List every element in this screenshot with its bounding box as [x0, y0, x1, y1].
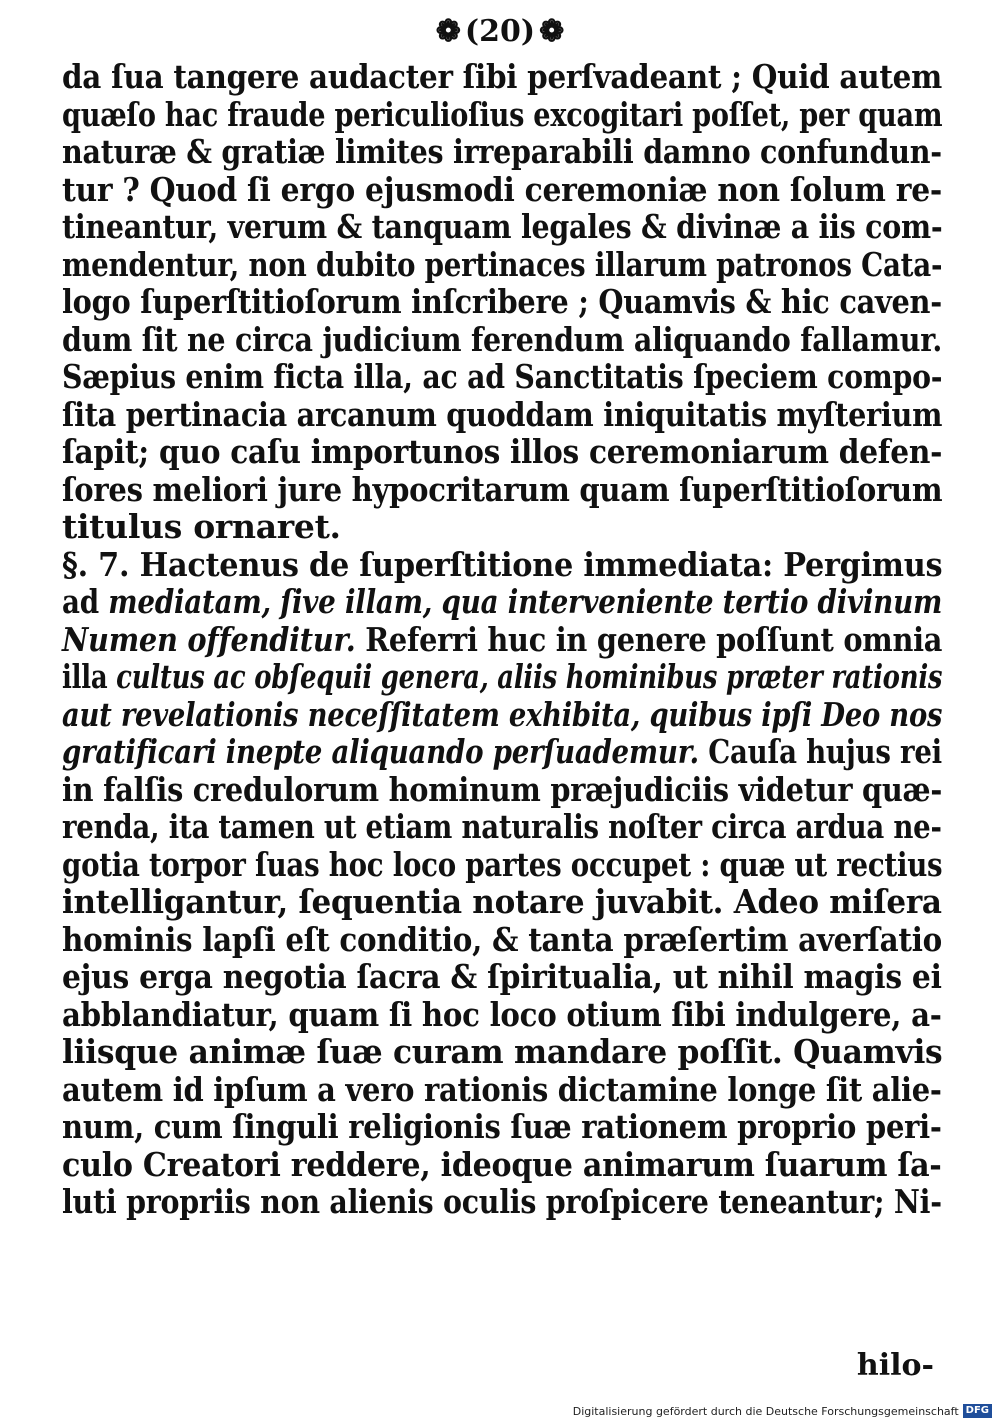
text-run: luti propriis non alienis oculis proſpicere teneantur; Ni-: [62, 1182, 942, 1221]
catchword: hilo-: [856, 1348, 934, 1383]
text-run: dum ſit ne circa judicium ferendum aliquando fallamur.: [62, 319, 943, 359]
text-run: abblandiatur, quam ſi hoc loco otium ſibi indulgere, a-: [62, 994, 942, 1034]
text-line: [62, 694, 943, 734]
text-line: [62, 94, 943, 134]
text-run: Referri huc in genere poſſunt omnia: [355, 619, 943, 659]
text-run: ſores meliori jure hypocritarum quam ſuperſtitioſorum: [62, 469, 943, 509]
text-line: [62, 1032, 943, 1071]
text-line: [62, 357, 943, 396]
text-run: ejus erga negotia ſacra & ſpiritualia, ut nihil magis ei: [62, 957, 942, 996]
text-line: [62, 1144, 942, 1184]
text-run: naturæ & gratiæ limites irreparabili damno confundun-: [62, 132, 942, 171]
text-run: hominis lapſi eſt conditio, & tanta præſertim averſatio: [62, 919, 942, 959]
text-line: [62, 1107, 942, 1146]
text-line: [62, 394, 943, 434]
text-line: [62, 207, 943, 246]
digitization-credit: [573, 1402, 992, 1420]
text-run: §. 7. Hactenus de ſuperſtitione immediata: Pergimus: [62, 544, 943, 584]
italic-text: Numen offenditur.: [62, 619, 356, 659]
text-run: gotia torpor ſuas hoc loco partes occupet : quæ ut rectius: [62, 844, 943, 884]
text-line: [62, 1182, 942, 1221]
italic-text: gratificari inepte aliquando perſuademur.: [62, 732, 699, 771]
text-run: illa: [62, 657, 117, 696]
text-line: [62, 994, 942, 1034]
text-line: [62, 657, 943, 696]
ornament-left-icon: ❁: [435, 14, 461, 49]
text-line: [62, 882, 942, 921]
text-line: [62, 807, 942, 846]
text-line: [62, 169, 942, 209]
text-line: [62, 282, 942, 321]
text-line: [62, 844, 943, 884]
text-line: [62, 319, 943, 359]
page-number: (20): [464, 14, 536, 49]
text-run: Cauſa hujus rei: [698, 732, 942, 771]
text-run: liisque animæ ſuæ curam mandare poſſit. Quamvis: [62, 1032, 943, 1071]
text-run: titulus ornaret.: [62, 507, 341, 546]
text-run: logo ſuperſtitioſorum inſcribere ; Quamvis & hic caven-: [62, 282, 942, 321]
credit-text: Digitalisierung gefördert durch die Deutsche Forschungsgemeinschaft: [572, 1404, 959, 1418]
text-line: [62, 432, 943, 471]
text-run: Sæpius enim ficta illa, ac ad Sanctitatis ſpeciem compo-: [62, 357, 943, 396]
italic-text: mediatam, ſive illam, qua interveniente tertio divinum: [108, 582, 943, 621]
text-line: [62, 919, 942, 959]
text-run: ſapit; quo caſu importunos illos ceremoniarum defen-: [62, 432, 943, 471]
text-run: culo Creatori reddere, ideoque animarum ſuarum ſa-: [62, 1144, 942, 1184]
text-line: [62, 57, 942, 96]
text-line: [62, 244, 943, 284]
text-run: intelligantur, ſequentia notare juvabit. Adeo miſera: [62, 882, 942, 921]
text-run: tineantur, verum & tanquam legales & divinæ a iis com-: [62, 207, 943, 246]
page-header: [0, 14, 1000, 49]
text-line: [62, 732, 942, 771]
text-line: [62, 619, 943, 659]
text-line: [62, 582, 943, 621]
text-run: autem id ipſum a vero rationis dictamine longe ſit alie-: [62, 1069, 942, 1109]
text-line: [62, 957, 942, 996]
text-line: [62, 469, 943, 509]
text-line: [62, 508, 942, 546]
italic-text: aut revelationis neceſſitatem exhibita, quibus ipſi Deo nos: [62, 694, 943, 734]
text-run: ſita pertinacia arcanum quoddam iniquitatis myſterium: [62, 394, 943, 434]
italic-text: cultus ac obſequii genera, aliis hominibus præter rationis: [116, 657, 943, 696]
body-text: [62, 58, 942, 1221]
text-run: ad: [62, 582, 109, 621]
text-run: renda, ita tamen ut etiam naturalis noſter circa ardua ne-: [62, 807, 942, 846]
text-run: tur ? Quod ſi ergo ejusmodi ceremoniæ non ſolum re-: [62, 169, 942, 209]
text-line: [62, 544, 943, 584]
text-line: [62, 132, 942, 171]
text-run: da ſua tangere audacter ſibi perſvadeant ; Quid autem: [62, 57, 942, 96]
text-run: num, cum ſinguli religionis ſuæ rationem proprio peri-: [62, 1107, 942, 1146]
ornament-right-icon: ❁: [539, 14, 565, 49]
text-run: quæſo hac fraude periculioſius excogitari poſſet, per quam: [62, 94, 943, 134]
text-line: [62, 1069, 942, 1109]
dfg-logo: DFG: [963, 1404, 992, 1418]
text-run: in falſis credulorum hominum præjudiciis videtur quæ-: [62, 769, 943, 809]
text-line: [62, 769, 943, 809]
text-run: mendentur, non dubito pertinaces illarum patronos Cata-: [62, 244, 943, 284]
